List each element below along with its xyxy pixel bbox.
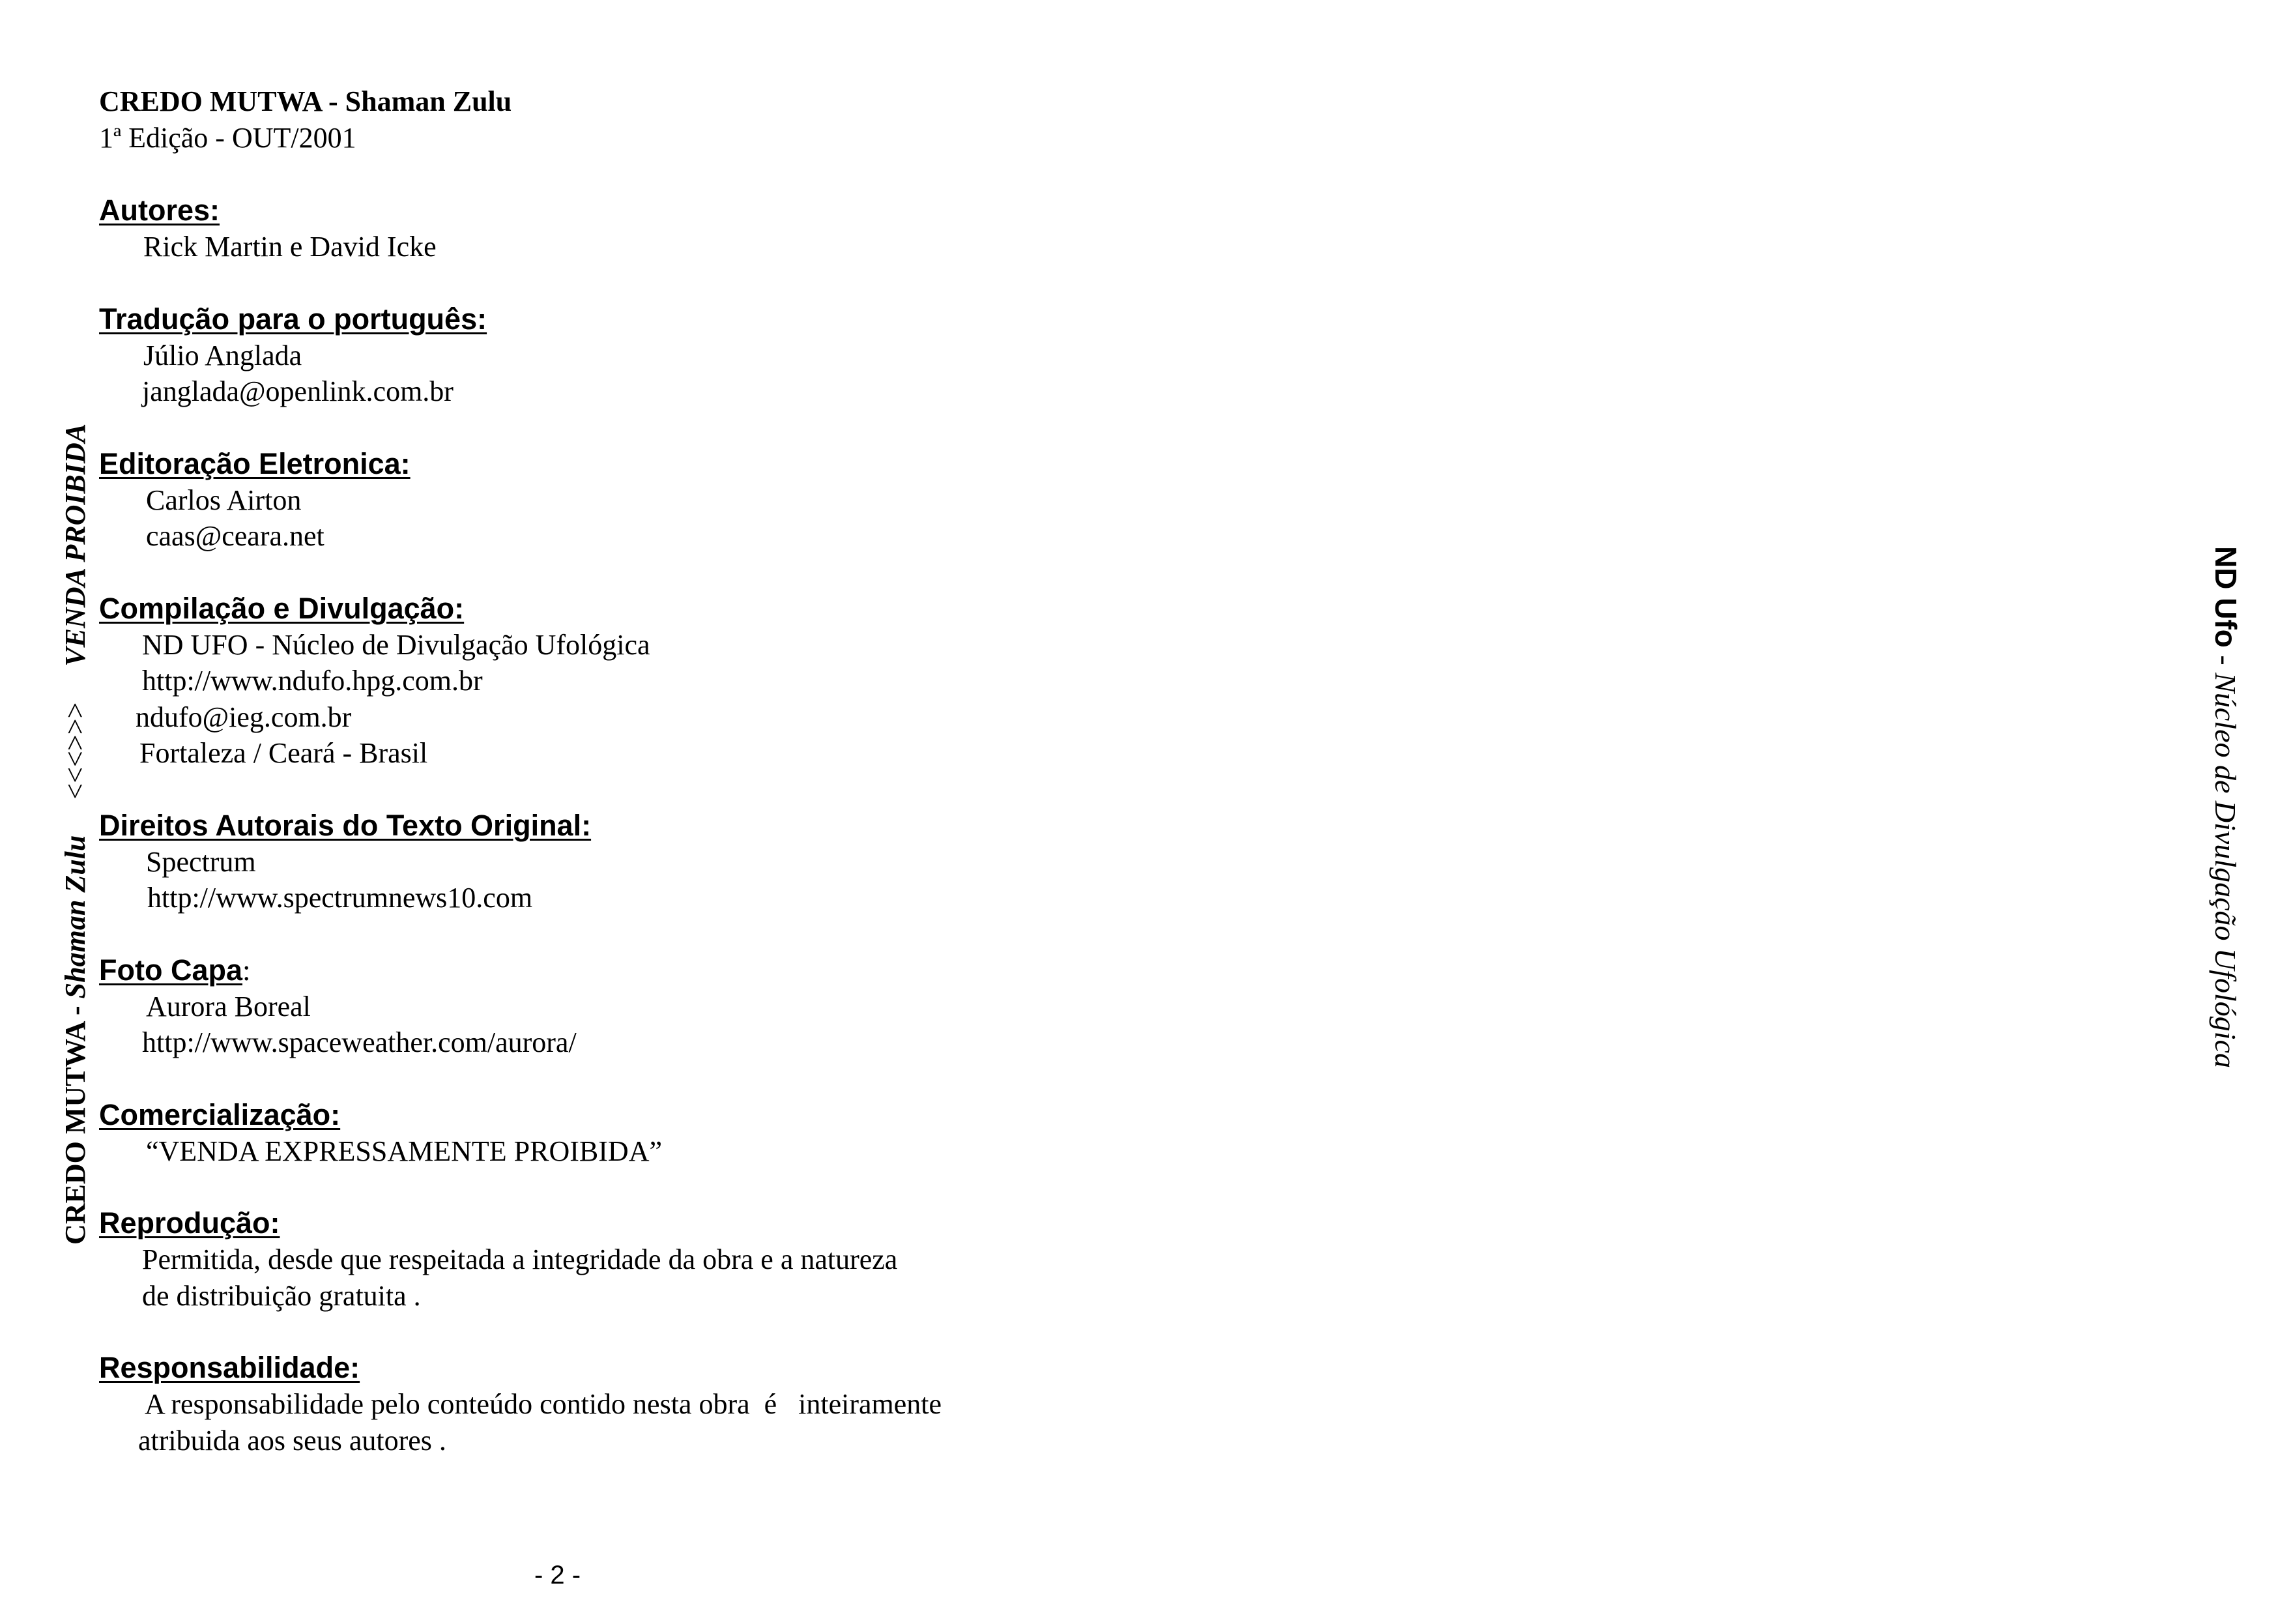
- section-translation: [99, 301, 1076, 410]
- editor-email: caas@ceara.net: [146, 520, 324, 552]
- page-number: - 2 -: [534, 1561, 581, 1589]
- editor-name: Carlos Airton: [146, 484, 302, 516]
- section-authors: [99, 192, 1076, 265]
- section-heading-text: Direitos Autorais do Texto Original:: [99, 808, 592, 842]
- publisher-tagline: Núcleo de Divulgação Ufológica: [2209, 673, 2242, 1068]
- section-heading: [99, 1097, 1076, 1133]
- cover-photo-url: http://www.spaceweather.com/aurora/: [142, 1026, 577, 1058]
- right-spine-publisher: [2207, 546, 2244, 1068]
- author-names: Rick Martin e David Icke: [143, 231, 437, 263]
- edition-line: 1ª Edição - OUT/2001: [99, 122, 356, 154]
- organization-name: ND UFO - Núcleo de Divulgação Ufológica: [142, 628, 650, 661]
- section-heading-text: Comercialização:: [99, 1097, 341, 1131]
- section-editing: [99, 446, 1076, 555]
- section-heading: [99, 590, 1076, 627]
- publisher-brand: ND Ufo: [2209, 546, 2243, 648]
- section-heading: [99, 192, 1076, 229]
- section-heading: [99, 1205, 1076, 1241]
- section-commercialization: [99, 1097, 1076, 1170]
- organization-location: Fortaleza / Ceará - Brasil: [139, 737, 428, 769]
- cover-photo-title: Aurora Boreal: [146, 990, 311, 1022]
- copyright-website: http://www.spectrumnews10.com: [147, 882, 533, 914]
- section-heading-text: Foto Capa: [99, 953, 242, 987]
- section-heading-text: Autores:: [99, 194, 220, 227]
- section-heading-text: Responsabilidade:: [99, 1351, 360, 1384]
- copyright-holder: Spectrum: [146, 845, 256, 878]
- document-title: CREDO MUTWA - Shaman Zulu: [99, 85, 512, 117]
- section-heading: [99, 446, 1076, 482]
- section-heading: [99, 952, 1076, 989]
- section-heading-text: Compilação e Divulgação:: [99, 591, 465, 625]
- organization-email: ndufo@ieg.com.br: [136, 701, 352, 733]
- heading-colon: :: [242, 953, 251, 987]
- left-spine-title: [57, 424, 94, 1245]
- section-heading-text: Reprodução:: [99, 1206, 280, 1240]
- section-heading: [99, 301, 1076, 338]
- translator-email: janglada@openlink.com.br: [142, 375, 454, 407]
- section-heading-text: Tradução para o português:: [99, 302, 487, 336]
- section-compilation: [99, 590, 1076, 772]
- sale-prohibited-notice: “VENDA EXPRESSAMENTE PROIBIDA”: [146, 1135, 662, 1167]
- reproduction-text-line: de distribuição gratuita .: [142, 1279, 421, 1312]
- responsibility-text-line: atribuida aos seus autores .: [138, 1424, 446, 1457]
- spine-separator: <<<>>>: [59, 666, 91, 835]
- reproduction-text-line: Permitida, desde que respeitada a integridade da obra e a natureza: [142, 1243, 898, 1275]
- section-heading-text: Editoração Eletronica:: [99, 446, 411, 480]
- credits-column: [99, 83, 1076, 1458]
- spine-notice: VENDA PROIBIDA: [59, 423, 91, 667]
- section-cover-photo: [99, 952, 1076, 1061]
- spine-title-part: CREDO MUTWA -: [59, 998, 91, 1245]
- section-heading: [99, 1350, 1076, 1386]
- responsibility-text-line: A responsabilidade pelo conteúdo contido nesta obra é inteiramente: [145, 1388, 942, 1420]
- section-reproduction: [99, 1205, 1076, 1314]
- section-heading: [99, 807, 1076, 844]
- section-responsibility: [99, 1350, 1076, 1458]
- publisher-separator: -: [2209, 647, 2242, 673]
- spine-subtitle-part: Shaman Zulu: [59, 835, 91, 999]
- section-copyright: [99, 807, 1076, 916]
- translator-name: Júlio Anglada: [143, 339, 302, 371]
- organization-website: http://www.ndufo.hpg.com.br: [142, 665, 483, 697]
